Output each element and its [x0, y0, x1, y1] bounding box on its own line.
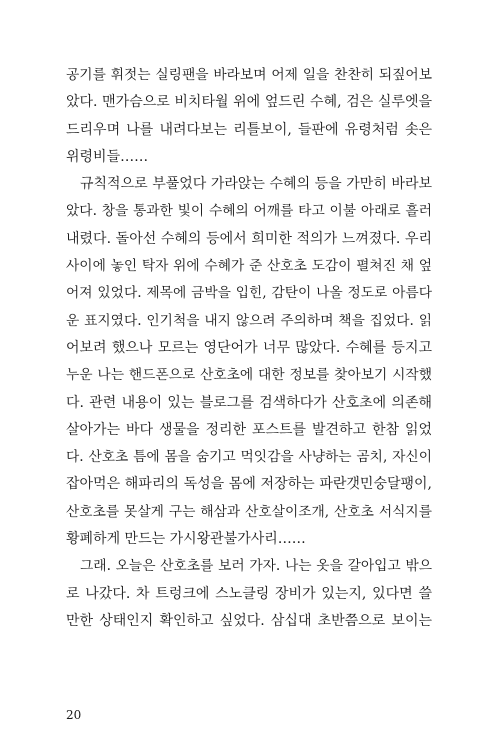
page-number: 20: [66, 708, 82, 722]
text-line: 누운 나는 핸드폰으로 산호초에 대한 정보를 찾아보기 시작했: [66, 367, 432, 384]
text-line: 규칙적으로 부풀었다 가라앉는 수혜의 등을 가만히 바라보: [80, 176, 432, 193]
text-line: 았다. 맨가슴으로 비치타월 위에 엎드린 수혜, 검은 실루엣을: [66, 94, 432, 111]
text-line: 로 나갔다. 차 트렁크에 스노클링 장비가 있는지, 있다면 쓸: [66, 585, 432, 602]
text-line: 운 표지였다. 인기척을 내지 않으려 주의하며 책을 집었다. 읽: [66, 312, 432, 329]
text-line: 위령비들……: [66, 148, 149, 165]
text-line: 드리우며 나를 내려다보는 리틀보이, 들판에 유령처럼 솟은: [66, 121, 432, 138]
paragraph-2: [66, 171, 432, 553]
text-line: 내렸다. 돌아선 수혜의 등에서 희미한 적의가 느껴졌다. 우리: [66, 230, 432, 247]
text-line: 어보려 했으나 모르는 영단어가 너무 많았다. 수혜를 등지고: [66, 339, 432, 356]
paragraph-3: [66, 553, 432, 635]
text-line: 다. 관련 내용이 있는 블로그를 검색하다가 산호초에 의존해: [66, 394, 432, 411]
text-line: 만한 상태인지 확인하고 싶었다. 삼십대 초반쯤으로 보이는: [66, 612, 432, 629]
text-line: 사이에 놓인 탁자 위에 수혜가 준 산호초 도감이 펼쳐진 채 엎: [66, 258, 432, 275]
text-line: 공기를 휘젓는 실링팬을 바라보며 어제 일을 찬찬히 되짚어보: [66, 67, 432, 83]
text-line: 잡아먹은 해파리의 독성을 몸에 저장하는 파란갯민숭달팽이,: [66, 476, 432, 493]
text-line: 황폐하게 만드는 가시왕관불가사리……: [66, 531, 306, 548]
text-line: 살아가는 바다 생물을 정리한 포스트를 발견하고 한참 읽었: [66, 421, 432, 438]
text-line: 산호초를 못살게 구는 해삼과 산호살이조개, 산호초 서식지를: [66, 503, 432, 520]
page-body: [66, 62, 432, 682]
text-line: 어져 있었다. 제목에 금박을 입힌, 감탄이 나올 정도로 아름다: [66, 285, 432, 302]
text-line: 았다. 창을 통과한 빛이 수혜의 어깨를 타고 이불 아래로 흘러: [66, 203, 432, 220]
text-line: 다. 산호초 틈에 몸을 숨기고 먹잇감을 사냥하는 곰치, 자신이: [66, 449, 432, 466]
paragraph-1: [66, 62, 432, 171]
text-line: 그래. 오늘은 산호초를 보러 가자. 나는 옷을 갈아입고 밖으: [80, 558, 432, 575]
